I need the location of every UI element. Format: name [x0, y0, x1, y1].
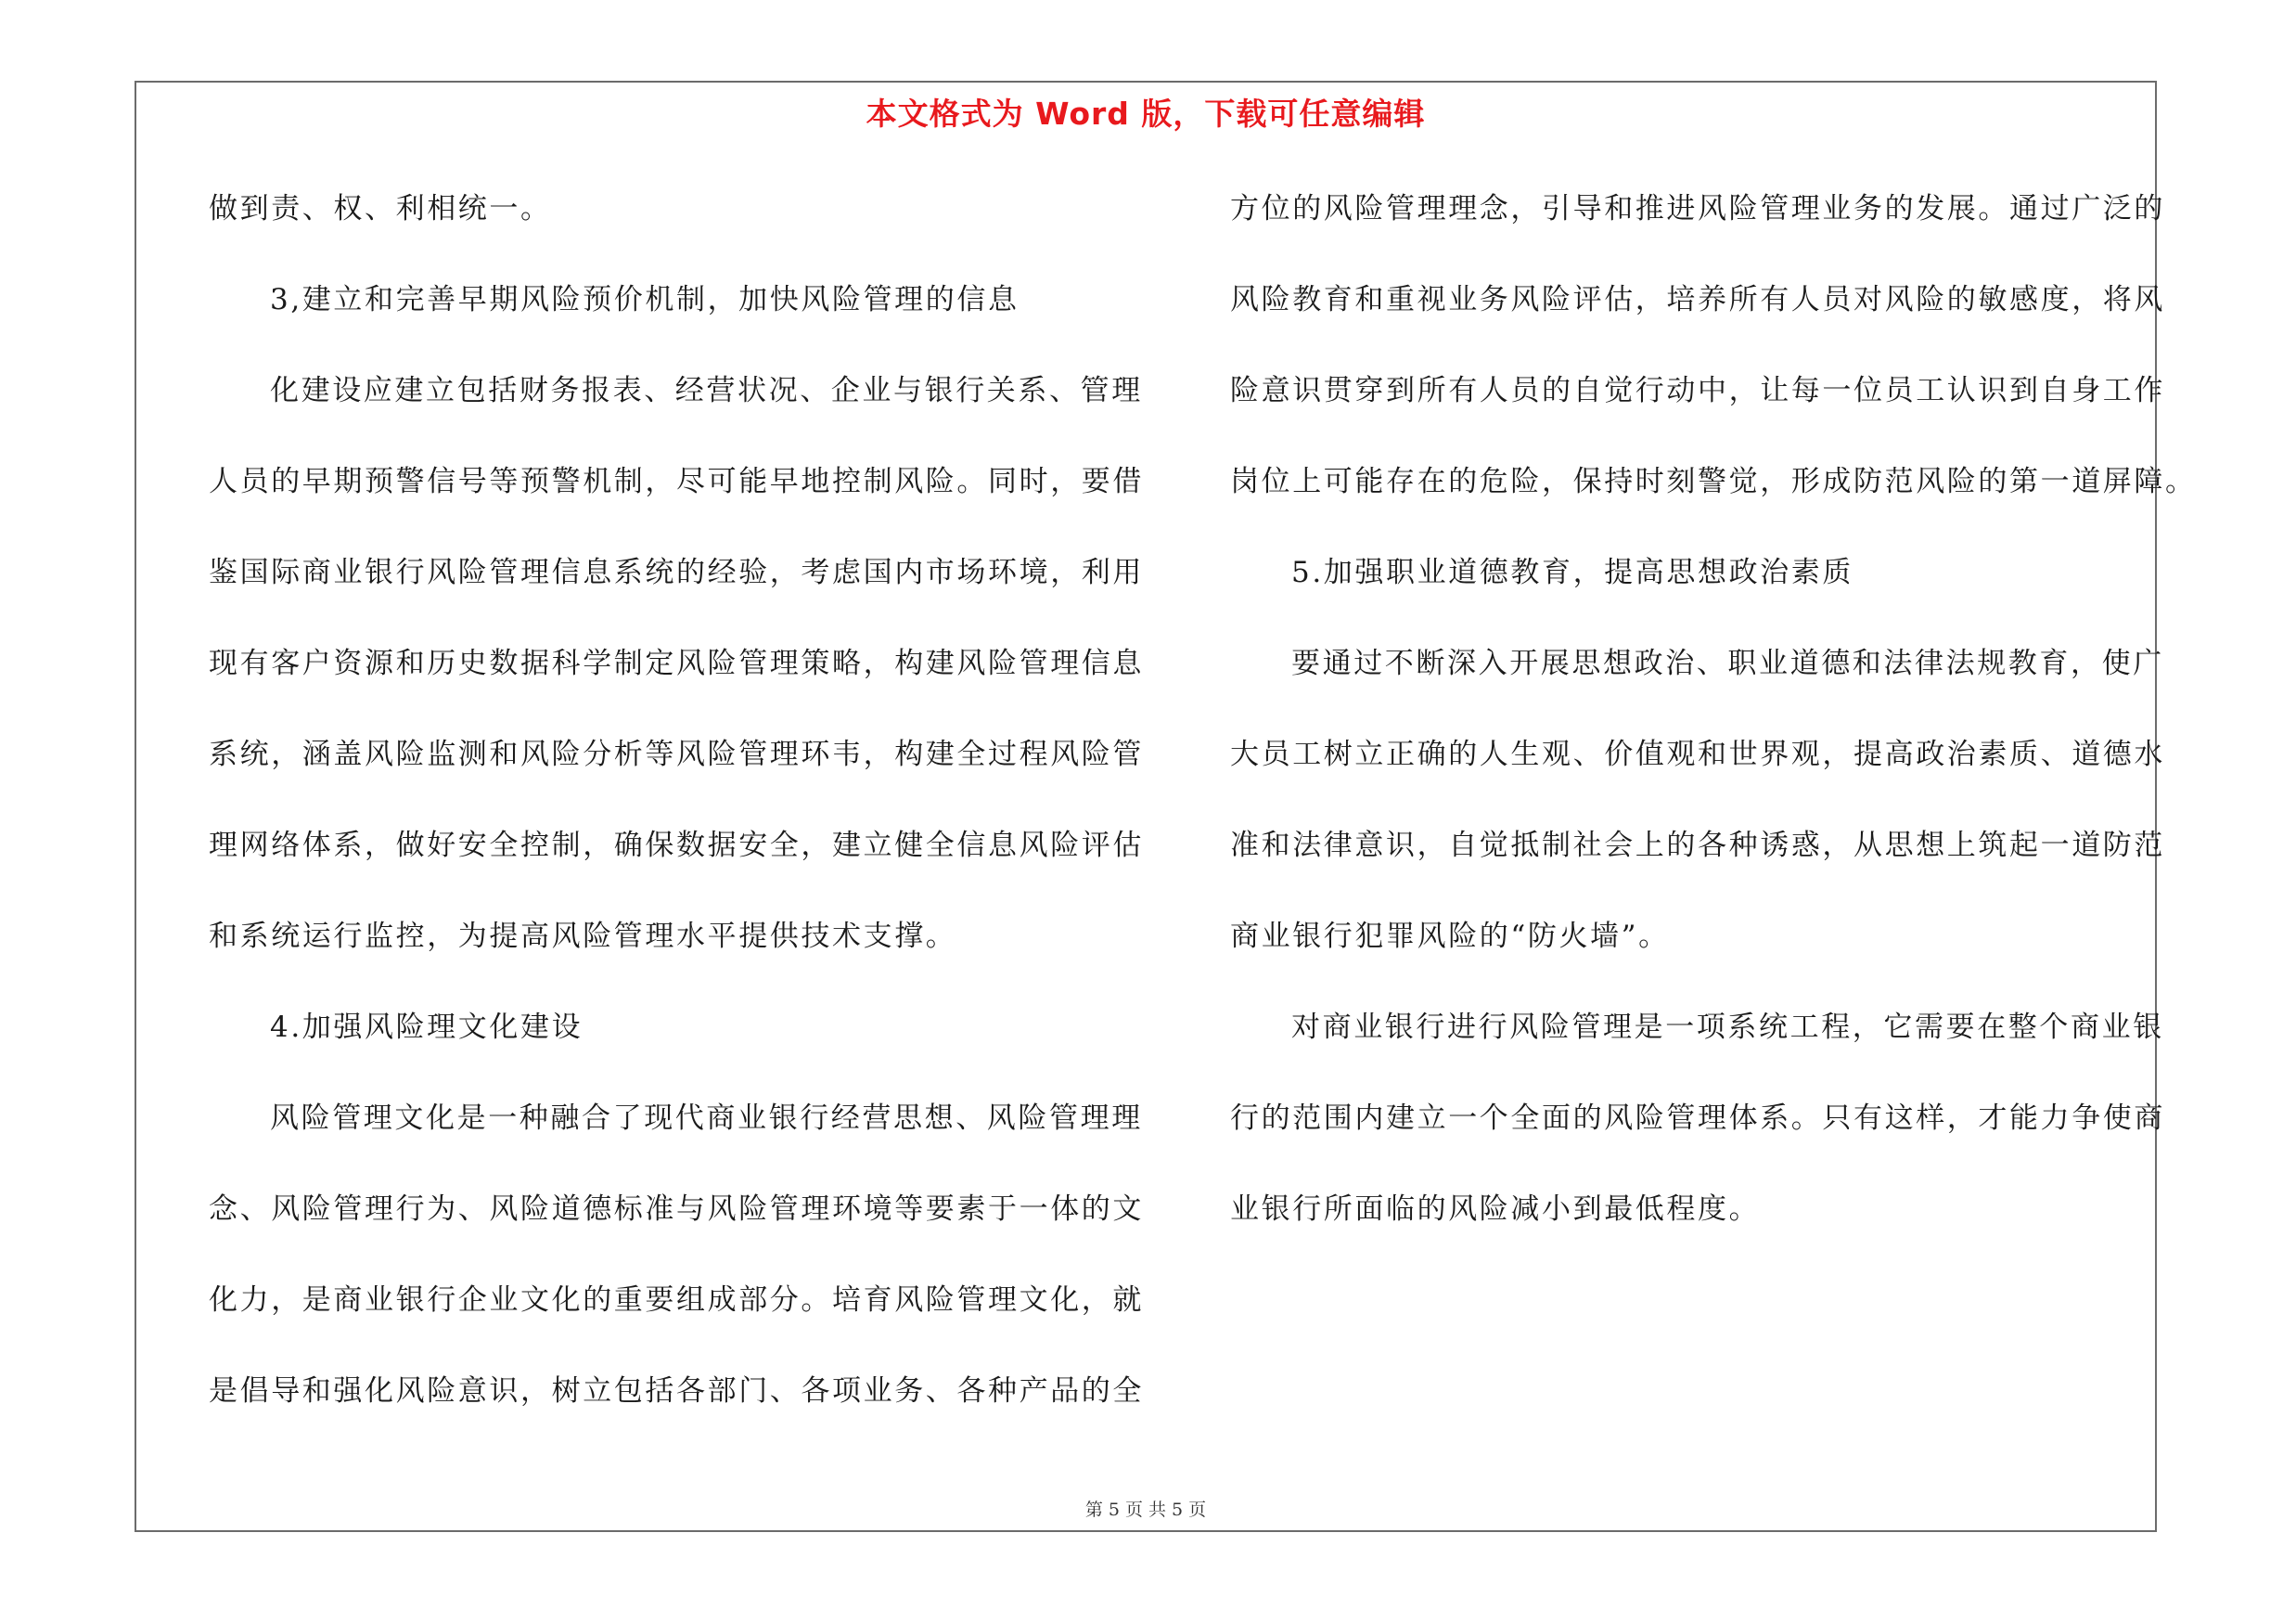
- text-line: 现有客户资源和历史数据科学制定风险管理策略，构建风险管理信息: [209, 647, 1144, 680]
- text-line: 系统，涵盖风险监测和风险分析等风险管理环韦，构建全过程风险管: [209, 738, 1144, 771]
- section-heading: 4.加强风险理文化建设: [270, 1011, 584, 1044]
- left-column: [209, 187, 1144, 1461]
- section-heading: 5.加强职业道德教育，提高思想政治素质: [1291, 556, 1853, 589]
- text-line: 念、风险管理行为、风险道德标准与风险管理环境等要素于一体的文: [209, 1192, 1144, 1226]
- text-line: 化力，是商业银行企业文化的重要组成部分。培育风险管理文化，就: [209, 1283, 1144, 1317]
- text-line: 做到责、权、利相统一。: [209, 192, 552, 225]
- text-line: 岗位上可能存在的危险，保持时刻警觉，形成防范风险的第一道屏障。: [1230, 465, 2197, 498]
- text-line: 对商业银行进行风险管理是一项系统工程，它需要在整个商业银: [1291, 1011, 2164, 1044]
- text-line: 人员的早期预警信号等预警机制，尽可能早地控制风险。同时，要借: [209, 465, 1144, 498]
- right-column: [1230, 187, 2197, 1279]
- text-line: 风险管理文化是一种融合了现代商业银行经营思想、风险管理理: [270, 1101, 1143, 1135]
- text-line: 化建设应建立包括财务报表、经营状况、企业与银行关系、管理: [270, 374, 1143, 407]
- text-line: 理网络体系，做好安全控制，确保数据安全，建立健全信息风险评估: [209, 829, 1144, 862]
- text-line: 风险教育和重视业务风险评估，培养所有人员对风险的敏感度，将风: [1230, 283, 2165, 316]
- text-line: 业银行所面临的风险减小到最低程度。: [1230, 1192, 1761, 1226]
- text-line: 要通过不断深入开展思想政治、职业道德和法律法规教育，使广: [1291, 647, 2164, 680]
- text-line: 和系统运行监控，为提高风险管理水平提供技术支撑。: [209, 920, 957, 953]
- text-line: 行的范围内建立一个全面的风险管理体系。只有这样，才能力争使商: [1230, 1101, 2165, 1135]
- text-line: 方位的风险管理理念，引导和推进风险管理业务的发展。通过广泛的: [1230, 192, 2165, 225]
- word-format-banner: 本文格式为 Word 版，下载可任意编辑: [866, 96, 1426, 132]
- text-line: 大员工树立正确的人生观、价值观和世界观，提高政治素质、道德水: [1230, 738, 2165, 771]
- page-frame: [135, 81, 2197, 1532]
- page-number-footer: 第 5 页 共 5 页: [1084, 1500, 1207, 1520]
- text-line: 鉴国际商业银行风险管理信息系统的经验，考虑国内市场环境，利用: [209, 556, 1144, 589]
- text-line: 商业银行犯罪风险的“防火墙”。: [1230, 920, 1670, 953]
- text-line: 险意识贯穿到所有人员的自觉行动中，让每一位员工认识到自身工作: [1230, 374, 2165, 407]
- section-heading: 3,建立和完善早期风险预价机制，加快风险管理的信息: [270, 283, 1020, 316]
- text-line: 准和法律意识，自觉抵制社会上的各种诱惑，从思想上筑起一道防范: [1230, 829, 2165, 862]
- text-line: 是倡导和强化风险意识，树立包括各部门、各项业务、各种产品的全: [209, 1374, 1144, 1408]
